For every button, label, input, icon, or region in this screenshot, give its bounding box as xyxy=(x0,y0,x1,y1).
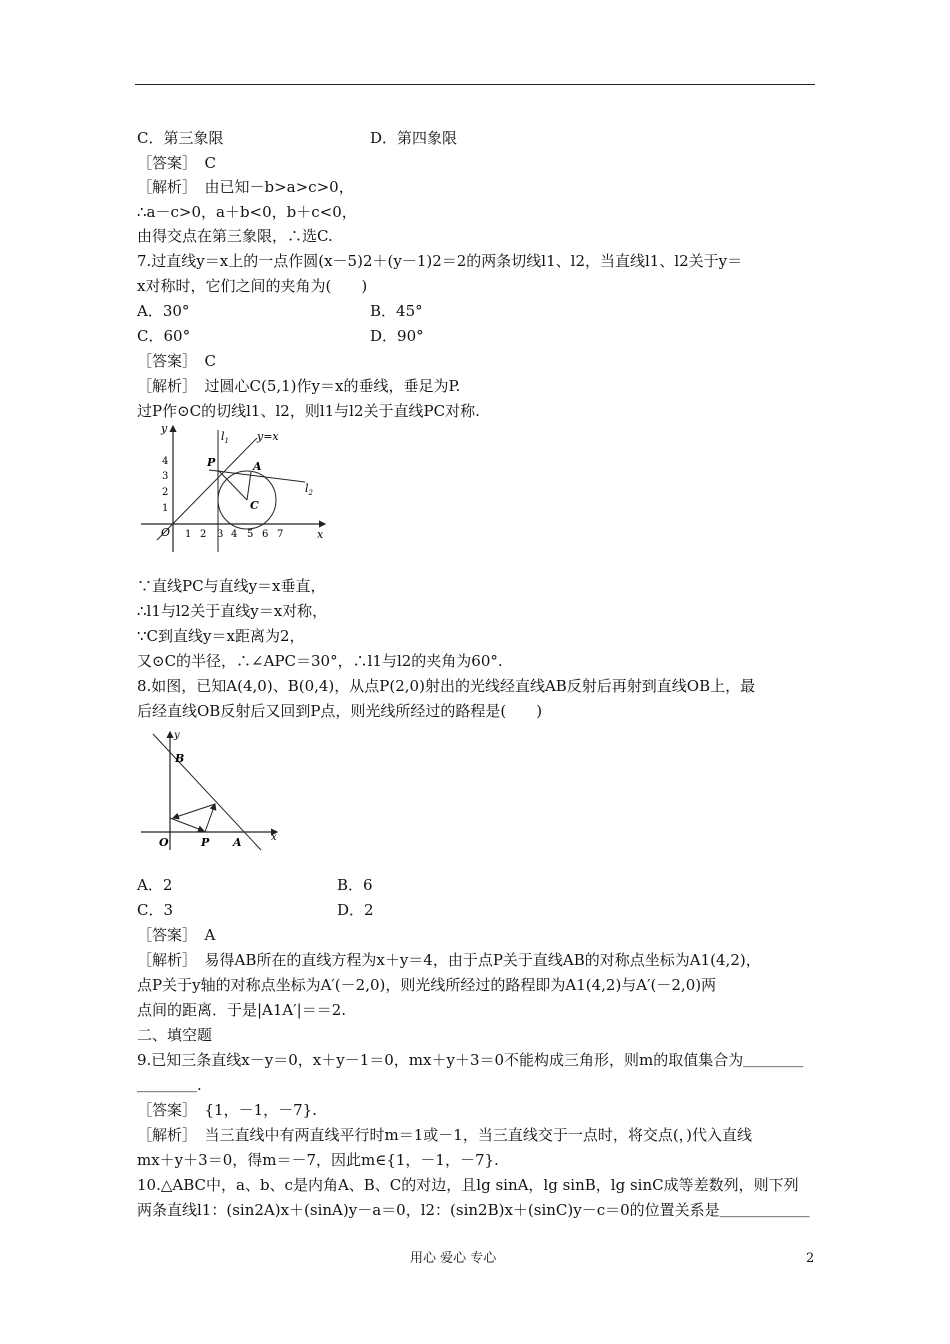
origin-label: O xyxy=(161,526,171,539)
figure-light-reflection xyxy=(137,728,287,856)
q9-question-1: 9.已知三条直线x－y＝0，x＋y－1＝0，mx＋y＋3＝0不能构成三角形，则m的取值集合为＿＿＿＿ xyxy=(137,1051,804,1069)
q10-question-2: 两条直线l1：(sin2A)x＋(sinA)y－a＝0，l2：(sin2B)x＋(sinC)y－c＝0的位置关系是＿＿＿＿＿＿ xyxy=(137,1201,810,1219)
section-heading-fill-in: 二、填空题 xyxy=(137,1026,213,1044)
q7-explanation-3: ∵直线PC与直线y＝x垂直， xyxy=(137,577,326,595)
x-tick-3: 3 xyxy=(217,529,224,540)
point-b-label: B xyxy=(175,752,185,765)
ray-p-to-ab xyxy=(205,804,215,832)
q7-question-1: 7.过直线y＝x上的一点作圆(x－5)2＋(y－1)2＝2的两条切线l1、l2，当直线l1、l2关于y＝ xyxy=(137,252,743,270)
l1-label: $l_1$ xyxy=(221,430,229,445)
y-tick-3: 3 xyxy=(162,471,169,482)
q8-question-1: 8.如图，已知A(4,0)、B(0,4)，从点P(2,0)射出的光线经直线AB反射后再射到直线OB上，最 xyxy=(137,677,756,695)
q8-option-d: D．2 xyxy=(337,901,374,919)
y-tick-2: 2 xyxy=(162,487,169,498)
q6-answer: ［答案］ C xyxy=(137,154,216,172)
q8-answer: ［答案］ A xyxy=(137,926,216,944)
q6-option-d: D．第四象限 xyxy=(370,129,458,147)
x-tick-6: 6 xyxy=(262,529,269,540)
q9-explanation-2: mx＋y＋3＝0，得m＝－7，因此m∈{1，－1，－7}. xyxy=(137,1151,499,1169)
q7-question-2: x对称时，它们之间的夹角为( ) xyxy=(137,277,368,295)
q7-explanation-1: ［解析］ 过圆心C(5,1)作y＝x的垂线，垂足为P. xyxy=(137,377,461,395)
point-p-label: P xyxy=(207,456,216,469)
q9-question-2: ＿＿＿＿. xyxy=(137,1076,202,1094)
q6-option-c: C．第三象限 xyxy=(137,129,224,147)
x-axis-label: x xyxy=(271,832,277,843)
q6-explanation-3: 由得交点在第三象限，∴选C. xyxy=(137,227,333,245)
radius-ca xyxy=(247,472,251,500)
q10-question-1: 10.△ABC中，a、b、c是内角A、B、C的对边，且lg sinA，lg sinB，lg sinC成等差数列，则下列 xyxy=(137,1176,799,1194)
line-y-equals-x xyxy=(157,438,257,540)
x-tick-5: 5 xyxy=(247,529,254,540)
figure-tangent-lines xyxy=(137,420,337,560)
x-tick-1: 1 xyxy=(185,529,192,540)
q8-option-a: A．2 xyxy=(137,876,173,894)
y-axis-label: y xyxy=(174,730,180,741)
q7-explanation-6: 又⊙C的半径，∴∠APC＝30°，∴l1与l2的夹角为60°. xyxy=(137,652,503,670)
x-tick-7: 7 xyxy=(277,529,284,540)
l2-label: $l_2$ xyxy=(305,482,313,497)
q7-explanation-5: ∵C到直线y＝x距离为2， xyxy=(137,627,305,645)
q7-option-b: B．45° xyxy=(370,302,423,320)
q8-explanation-2: 点P关于y轴的对称点坐标为A′(－2,0)，则光线所经过的路程即为A1(4,2)与A′(－2,0)两 xyxy=(137,976,717,994)
footer-motto: 用心 爱心 专心 xyxy=(410,1251,497,1266)
q9-answer: ［答案］ {1，－1，－7}. xyxy=(137,1101,317,1119)
page-number: 2 xyxy=(806,1251,815,1266)
point-a-label: A xyxy=(253,460,262,473)
header-rule xyxy=(135,84,815,85)
point-c-label: C xyxy=(250,499,259,512)
q7-explanation-2: 过P作⊙C的切线l1、l2，则l1与l2关于直线PC对称. xyxy=(137,402,480,420)
x-tick-2: 2 xyxy=(200,529,207,540)
y-tick-4: 4 xyxy=(162,456,169,467)
y-axis-label: y xyxy=(161,422,168,435)
ray-ob-to-p xyxy=(170,818,204,831)
q7-answer: ［答案］ C xyxy=(137,352,216,370)
q8-explanation-3: 点间的距离．于是|A1A′|＝＝2. xyxy=(137,1001,347,1019)
q9-explanation-1: ［解析］ 当三直线中有两直线平行时m＝1或－1，当三直线交于一点时，将交点(，)代入直线 xyxy=(137,1126,753,1144)
q7-option-d: D．90° xyxy=(370,327,424,345)
q8-explanation-1: ［解析］ 易得AB所在的直线方程为x＋y＝4，由于点P关于直线AB的对称点坐标为A1(4,2)， xyxy=(137,951,761,969)
origin-label: O xyxy=(159,836,169,849)
q7-option-c: C．60° xyxy=(137,327,191,345)
q8-question-2: 后经直线OB反射后又回到P点，则光线所经过的路程是( ) xyxy=(137,702,543,720)
q8-option-b: B．6 xyxy=(337,876,373,894)
q6-explanation-2: ∴a－c>0，a＋b<0，b＋c<0， xyxy=(137,203,357,221)
ray-ab-to-ob xyxy=(173,804,215,818)
y-equals-x-label: y=x xyxy=(257,430,279,443)
point-p-label: P xyxy=(201,836,210,849)
y-tick-1: 1 xyxy=(162,503,169,514)
q7-explanation-4: ∴l1与l2关于直线y＝x对称， xyxy=(137,602,328,620)
point-a-label: A xyxy=(233,836,242,849)
x-axis-label: x xyxy=(317,528,324,541)
q8-option-c: C．3 xyxy=(137,901,174,919)
q7-option-a: A．30° xyxy=(137,302,190,320)
x-tick-4: 4 xyxy=(231,529,238,540)
q6-explanation-1: ［解析］ 由已知－b>a>c>0， xyxy=(137,178,354,196)
